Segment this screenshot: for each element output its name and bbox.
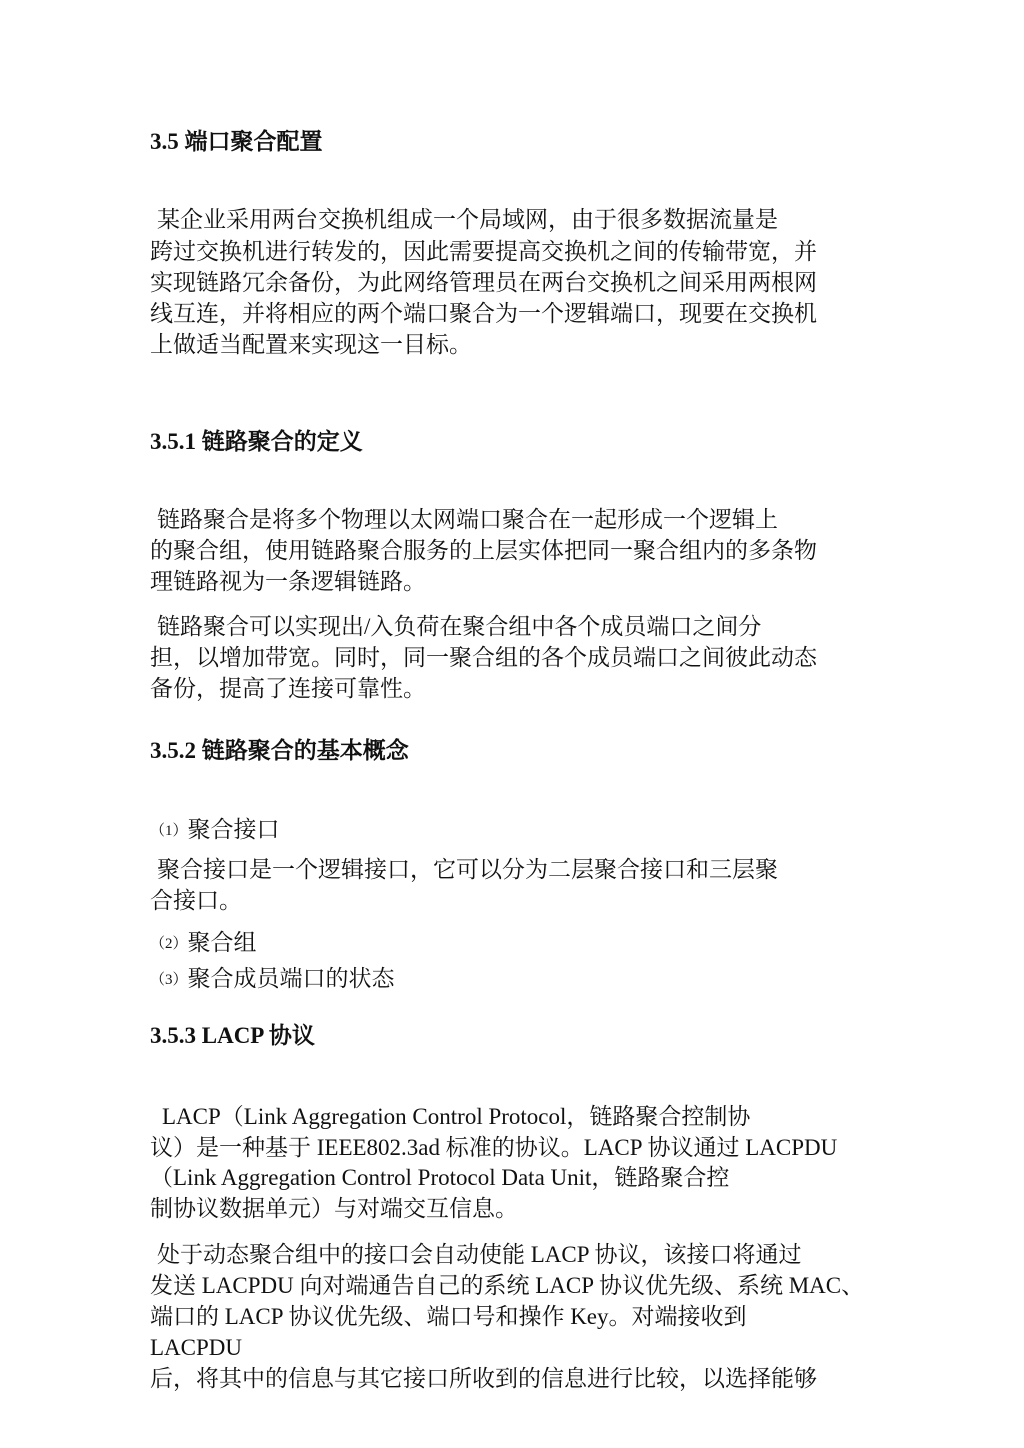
list-item-number: （2） bbox=[150, 936, 188, 952]
section-heading-3-5-3: 3.5.3 LACP 协议 bbox=[150, 1023, 315, 1048]
list-item bbox=[150, 815, 280, 846]
paragraph-line: 担，以增加带宽。同时，同一聚合组的各个成员端口之间彼此动态 bbox=[150, 645, 817, 670]
paragraph-line: 处于动态聚合组中的接口会自动使能 LACP 协议，该接口将通过 bbox=[157, 1242, 802, 1267]
section-heading-3-5-2: 3.5.2 链路聚合的基本概念 bbox=[150, 738, 409, 763]
paragraph-line: LACPDU bbox=[150, 1335, 243, 1360]
paragraph-line: 线互连，并将相应的两个端口聚合为一个逻辑端口，现要在交换机 bbox=[150, 301, 817, 326]
paragraph-line: 后，将其中的信息与其它接口所收到的信息进行比较，以选择能够 bbox=[150, 1366, 817, 1391]
section-heading-3-5-1: 3.5.1 链路聚合的定义 bbox=[150, 429, 363, 454]
paragraph-line: （Link Aggregation Control Protocol Data Unit，链路聚合控 bbox=[150, 1165, 730, 1190]
paragraph-line: 议）是一种基于 IEEE802.3ad 标准的协议。LACP 协议通过 LACPDU bbox=[150, 1135, 838, 1160]
paragraph-line: 上做适当配置来实现这一目标。 bbox=[150, 332, 472, 357]
paragraph-line: 理链路视为一条逻辑链路。 bbox=[150, 569, 426, 594]
list-item-label: 聚合成员端口的状态 bbox=[187, 966, 395, 991]
paragraph-line: 链路聚合是将多个物理以太网端口聚合在一起形成一个逻辑上 bbox=[157, 507, 778, 532]
list-item-number: （1） bbox=[150, 823, 188, 839]
paragraph-line: 跨过交换机进行转发的，因此需要提高交换机之间的传输带宽，并 bbox=[150, 239, 817, 264]
section-heading-3-5: 3.5 端口聚合配置 bbox=[150, 129, 323, 154]
paragraph-line: 发送 LACPDU 向对端通告自己的系统 LACP 协议优先级、系统 MAC、 bbox=[150, 1273, 865, 1298]
paragraph-line: 的聚合组，使用链路聚合服务的上层实体把同一聚合组内的多条物 bbox=[150, 538, 817, 563]
paragraph-line: 链路聚合可以实现出/入负荷在聚合组中各个成员端口之间分 bbox=[157, 614, 762, 639]
paragraph-line: 实现链路冗余备份，为此网络管理员在两台交换机之间采用两根网 bbox=[150, 270, 817, 295]
paragraph-line: LACP（Link Aggregation Control Protocol，链路聚合控制协 bbox=[162, 1104, 751, 1129]
paragraph-line: 制协议数据单元）与对端交互信息。 bbox=[150, 1196, 518, 1221]
list-item-label: 聚合接口 bbox=[187, 817, 280, 842]
paragraph-line: 端口的 LACP 协议优先级、端口号和操作 Key。对端接收到 bbox=[150, 1304, 747, 1329]
paragraph-line: 合接口。 bbox=[150, 888, 242, 913]
paragraph-line: 某企业采用两台交换机组成一个局域网，由于很多数据流量是 bbox=[157, 207, 778, 232]
list-item-number: （3） bbox=[150, 972, 188, 988]
list-item bbox=[150, 964, 395, 995]
paragraph-line: 聚合接口是一个逻辑接口，它可以分为二层聚合接口和三层聚 bbox=[157, 857, 778, 882]
paragraph-line: 备份，提高了连接可靠性。 bbox=[150, 676, 426, 701]
list-item-label: 聚合组 bbox=[187, 930, 257, 955]
list-item bbox=[150, 928, 257, 959]
